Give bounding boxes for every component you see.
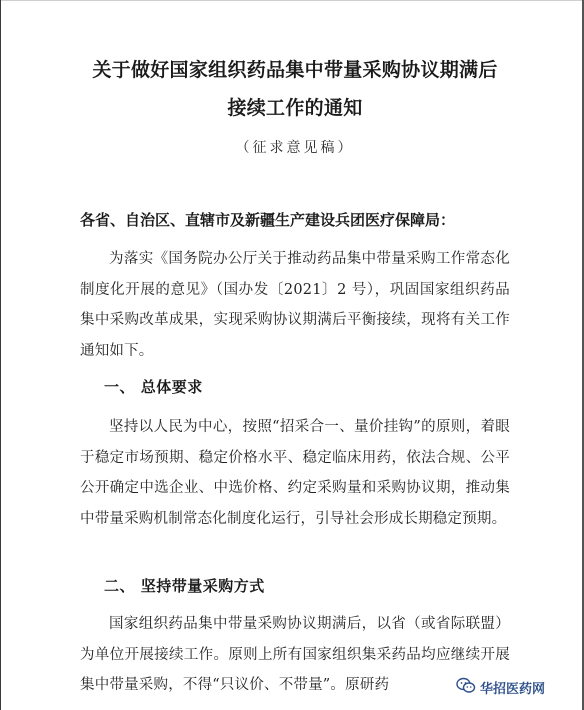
wechat-icon [456, 677, 476, 698]
page-left-border [0, 0, 1, 710]
watermark-text: 华招医药网 [480, 681, 546, 697]
intro-paragraph: 为落实《国务院办公厅关于推动药品集中带量采购工作常态化制度化开展的意见》（国办发〔2021〕2 号），巩固国家组织药品集中采购改革成果，实现采购协议期满后平衡接续，现将有关工作通知如下。 [80, 251, 510, 359]
general-requirements-paragraph: 坚持以人民为中心，按照“招采合一、量价挂钩”的原则，着眼于稳定市场预期、稳定价格水平、稳定临床用药，依法合规、公平公开确定中选企业、中选价格、约定采购量和采购协议期，推动集中带量采购机制常态化制度化运行，引导社会形成长期稳定预期。 [80, 419, 510, 527]
page-top-edge [0, 0, 584, 1]
document-subtitle: （征求意见稿） [235, 140, 355, 156]
volume-procurement-paragraph: 国家组织药品集中带量采购协议期满后，以省（或省际联盟）为单位开展接续工作。原则上所有国家组织集采药品均应继续开展集中带量采购，不得“只议价、不带量”。原研药 [80, 616, 510, 693]
section-heading-volume-procurement: 二、 坚持带量采购方式 [104, 577, 265, 595]
document-title-line-1: 关于做好国家组织药品集中带量采购协议期满后 [92, 59, 498, 81]
watermark [454, 676, 549, 698]
document-title-line-2: 接续工作的通知 [227, 97, 363, 119]
recipient-line: 各省、自治区、直辖市及新疆生产建设兵团医疗保障局： [80, 211, 456, 229]
section-heading-general-requirements: 一、 总体要求 [104, 378, 203, 396]
